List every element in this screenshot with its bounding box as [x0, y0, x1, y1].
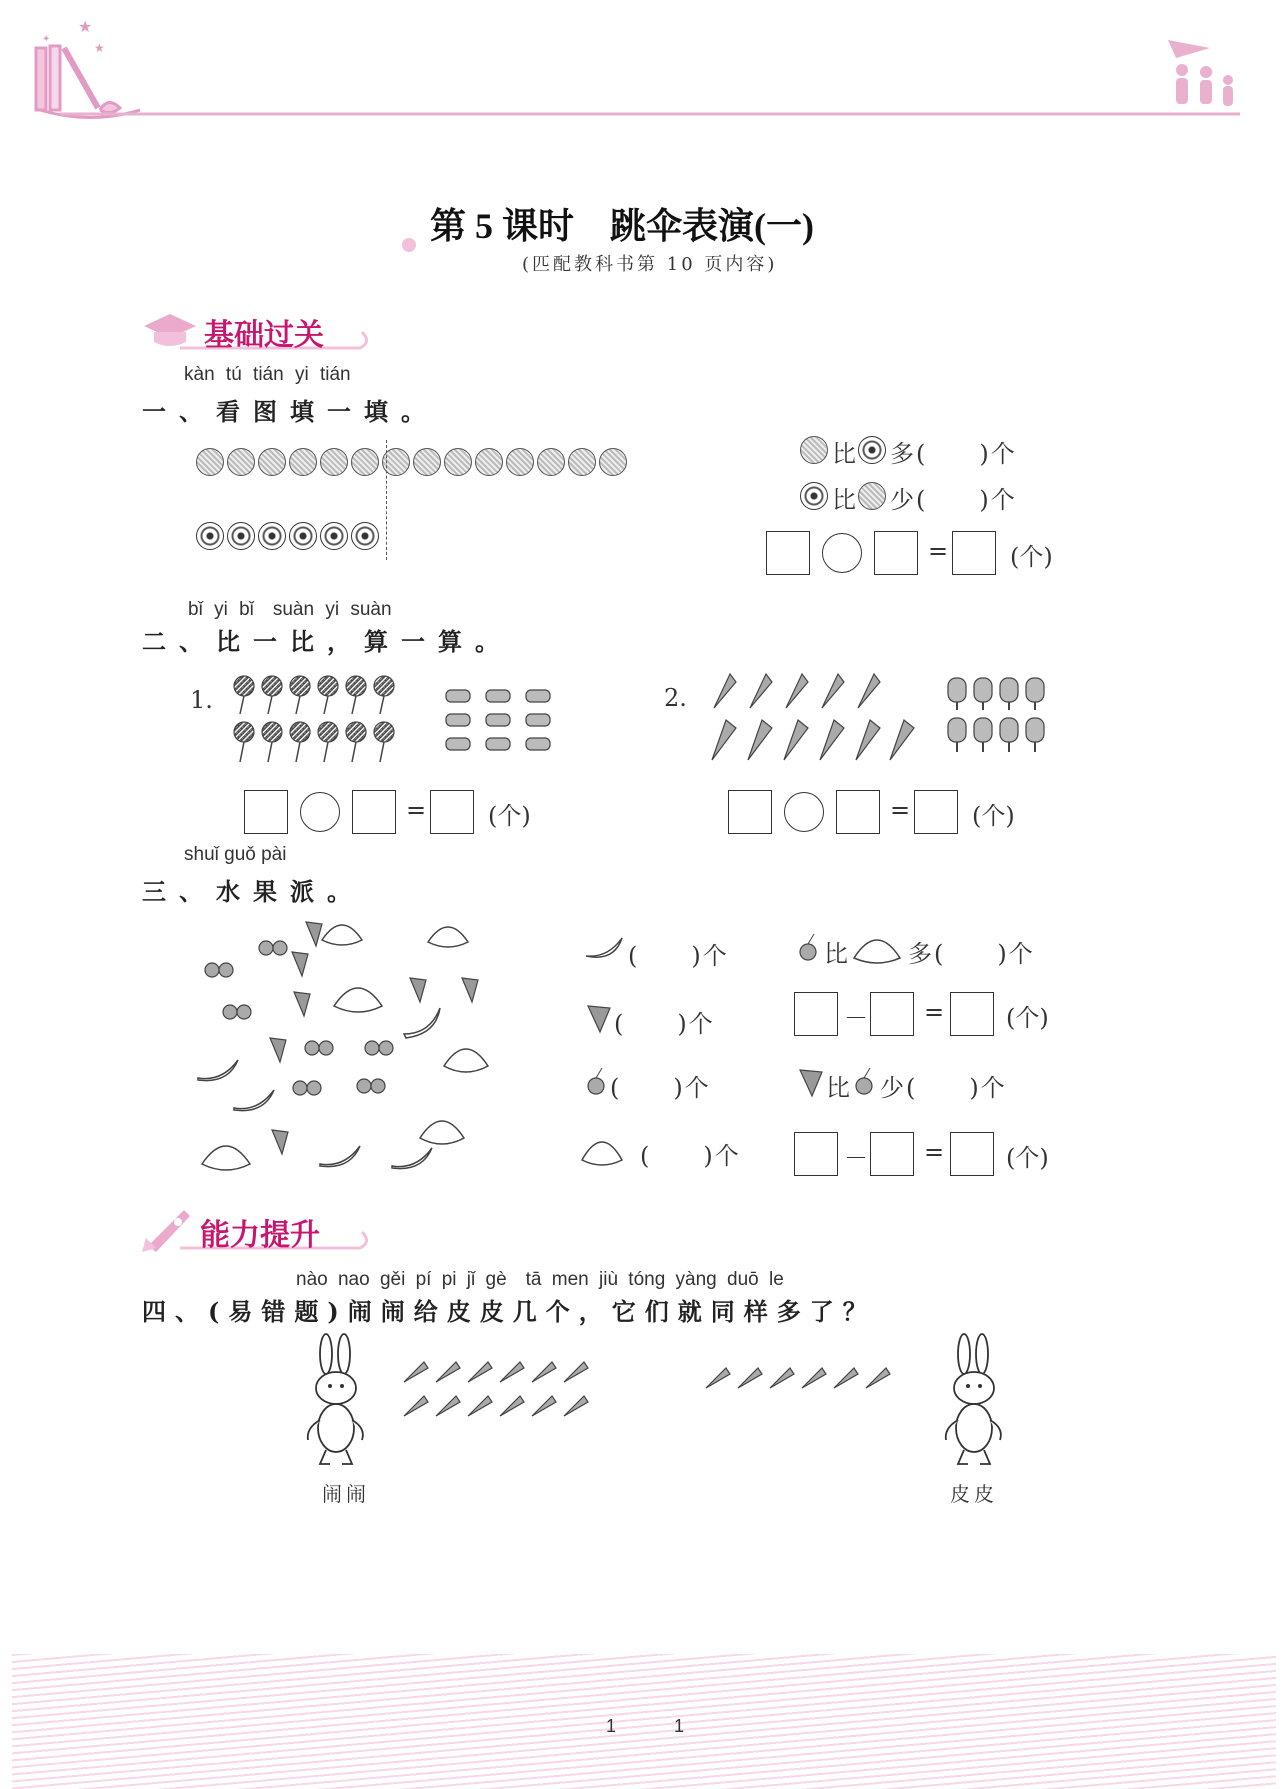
svg-text:✦: ✦ — [42, 34, 51, 45]
basketball-icon — [444, 448, 472, 476]
q2-equation-2 — [728, 790, 1028, 838]
q4-title: 四、(易错题)闹闹给皮皮几个，它们就同样多了？ — [142, 1297, 876, 1326]
answer-box[interactable] — [952, 531, 996, 575]
cherry-icon — [852, 1066, 878, 1098]
carrot-icons — [400, 1354, 600, 1424]
cherry-icon — [796, 932, 822, 964]
q1-soccer-row — [196, 522, 396, 556]
title-dot — [402, 238, 416, 252]
soccer-ball-icon — [351, 522, 379, 550]
q3-answer-more[interactable]: 多( )个 — [908, 940, 1035, 968]
ice-cream-cone-icons — [708, 668, 918, 768]
soccer-ball-icon — [289, 522, 317, 550]
minus-sign: － — [844, 1004, 868, 1032]
peach-icon — [580, 1130, 624, 1170]
rabbit-icon — [938, 1332, 1008, 1468]
compare-word: 比 — [824, 940, 848, 968]
answer-box[interactable] — [870, 1132, 914, 1176]
basketball-icon — [351, 448, 379, 476]
q3-equation-2 — [794, 1132, 1074, 1180]
peach-icon — [202, 925, 488, 1170]
answer-box[interactable] — [766, 531, 810, 575]
books-logo — [36, 46, 140, 118]
basketball-icon — [475, 448, 503, 476]
svg-text:★: ★ — [78, 17, 93, 36]
q2-part2-label: 2. — [664, 684, 687, 712]
footer-band — [12, 1654, 1276, 1789]
rabbit-right — [938, 1332, 1008, 1468]
equals-sign: = — [924, 1138, 945, 1166]
answer-box[interactable] — [794, 992, 838, 1036]
page-number-left: 1 — [606, 1716, 617, 1736]
operator-circle[interactable] — [784, 792, 824, 832]
q3-answer-less[interactable]: 少( )个 — [880, 1074, 1007, 1102]
compare-word: 比 — [832, 486, 856, 514]
q1-answer-less[interactable]: 少( )个 — [890, 486, 1017, 514]
strawberry-icon — [270, 922, 478, 1154]
cherry-answer[interactable]: ( )个 — [610, 1074, 711, 1102]
cherry-icon — [584, 1066, 610, 1098]
basketball-icon — [506, 448, 534, 476]
rabbit-right-name: 皮皮 — [950, 1482, 998, 1506]
q4-pinyin: nào nao gěi pí pi jǐ gè tā men jiù tóng yàng duō le — [296, 1269, 784, 1290]
section-basic-label: 基础过关 — [204, 318, 324, 353]
answer-box[interactable] — [794, 1132, 838, 1176]
basketball-icon — [289, 448, 317, 476]
answer-box[interactable] — [874, 531, 918, 575]
children-figures — [1168, 40, 1233, 106]
candy-icons — [440, 686, 560, 756]
strawberry-answer[interactable]: ( )个 — [614, 1010, 715, 1038]
soccer-ball-icon — [258, 522, 286, 550]
page-title: 第 5 课时 跳伞表演(一) — [430, 206, 814, 246]
carrots-left — [400, 1354, 600, 1424]
equals-sign: = — [928, 537, 949, 565]
operator-circle[interactable] — [300, 792, 340, 832]
strawberry-icon — [584, 1002, 614, 1034]
popsicle-icons — [946, 676, 1056, 756]
basketball-icon — [258, 448, 286, 476]
q3-fruit-picture — [196, 912, 512, 1182]
operator-circle[interactable] — [822, 533, 862, 573]
carrot-icons — [702, 1360, 902, 1396]
basketball-icon — [320, 448, 348, 476]
page-number-right: 1 — [674, 1716, 685, 1736]
basketball-icon — [568, 448, 596, 476]
carrots-right — [702, 1360, 902, 1396]
soccer-ball-icon — [196, 522, 224, 550]
header-ornament-svg — [0, 0, 1287, 140]
unit-label: (个) — [1006, 1004, 1049, 1032]
equals-sign: = — [406, 796, 427, 824]
q1-answer-more[interactable]: 多( )个 — [890, 440, 1017, 468]
q3-equation-1 — [794, 992, 1074, 1040]
compare-word: 比 — [826, 1074, 850, 1102]
rabbit-left — [302, 1332, 372, 1468]
q3-title: 三、水果派。 — [142, 877, 364, 906]
unit-label: (个) — [972, 802, 1015, 830]
soccer-ball-icon — [858, 436, 886, 464]
q2-icecream-group — [708, 668, 918, 768]
basketball-icon — [413, 448, 441, 476]
answer-box[interactable] — [352, 790, 396, 834]
equals-sign: = — [890, 796, 911, 824]
basketball-icon — [599, 448, 627, 476]
basketball-icon — [196, 448, 224, 476]
unit-label: (个) — [488, 802, 531, 830]
basketball-icon — [858, 482, 886, 510]
q1-equation — [766, 531, 1066, 579]
section-advanced-label: 能力提升 — [200, 1218, 320, 1253]
answer-box[interactable] — [728, 790, 772, 834]
rabbit-icon — [302, 1332, 372, 1468]
q2-lollipop-group — [232, 674, 402, 766]
soccer-ball-icon — [800, 482, 828, 510]
q2-equation-1 — [244, 790, 544, 838]
answer-box[interactable] — [950, 992, 994, 1036]
q2-title: 二、比一比，算一算。 — [142, 627, 512, 656]
q1-basketball-row — [196, 448, 646, 482]
banana-icon — [584, 934, 624, 964]
peach-icon — [852, 928, 902, 968]
peach-answer[interactable]: ( )个 — [640, 1142, 741, 1170]
page-subtitle: (匹配教科书第 10 页内容) — [522, 254, 778, 275]
mixed-fruits-illustration — [196, 912, 512, 1182]
answer-box[interactable] — [836, 790, 880, 834]
q1-pinyin: kàn tú tián yi tián — [184, 364, 351, 385]
basketball-icon — [800, 436, 828, 464]
answer-box[interactable] — [914, 790, 958, 834]
answer-box[interactable] — [430, 790, 474, 834]
strawberry-icon — [796, 1066, 826, 1098]
q2-popsicle-group — [946, 676, 1056, 756]
banana-answer[interactable]: ( )个 — [628, 942, 729, 970]
basketball-icon — [227, 448, 255, 476]
rabbit-left-name: 闹闹 — [322, 1482, 370, 1506]
q1-title: 一、看图填一填。 — [142, 397, 438, 426]
q3-pinyin: shuǐ guǒ pài — [184, 844, 287, 865]
soccer-ball-icon — [320, 522, 348, 550]
header-decoration — [0, 0, 1287, 140]
compare-word: 比 — [832, 440, 856, 468]
minus-sign: － — [844, 1144, 868, 1172]
q2-candy-group — [440, 686, 560, 756]
section-basic — [140, 302, 370, 356]
answer-box[interactable] — [950, 1132, 994, 1176]
q2-pinyin: bǐ yi bǐ suàn yi suàn — [188, 599, 392, 620]
soccer-ball-icon — [227, 522, 255, 550]
equals-sign: = — [924, 998, 945, 1026]
unit-label: (个) — [1006, 1144, 1049, 1172]
answer-box[interactable] — [244, 790, 288, 834]
unit-label: (个) — [1010, 543, 1053, 571]
answer-box[interactable] — [870, 992, 914, 1036]
section-advanced — [140, 1202, 370, 1256]
basketball-icon — [537, 448, 565, 476]
q2-part1-label: 1. — [190, 686, 213, 714]
lollipop-icons — [232, 674, 402, 766]
svg-text:★: ★ — [94, 41, 105, 55]
